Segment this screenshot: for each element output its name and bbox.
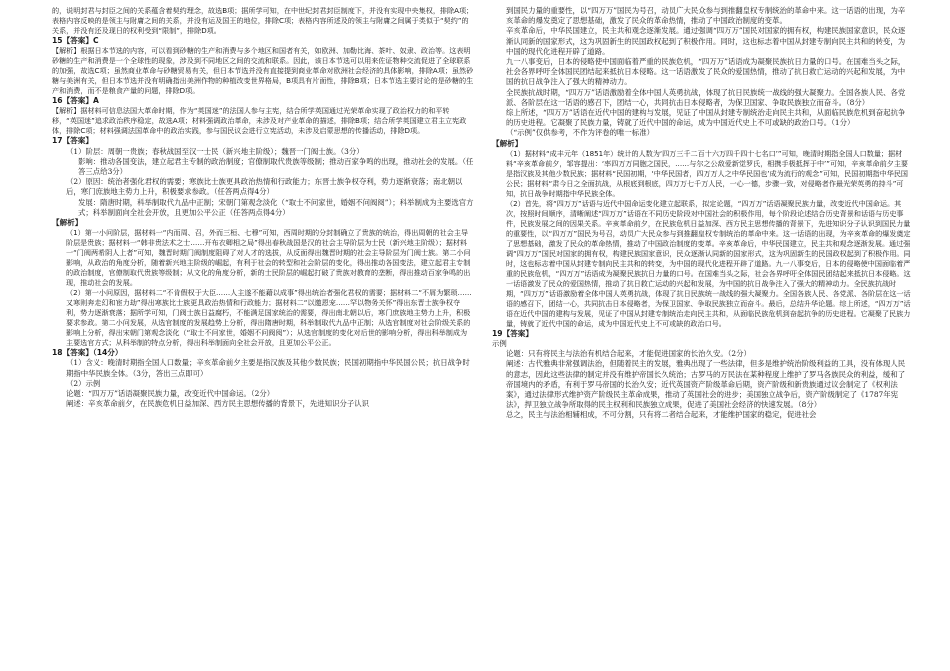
q17-part1-impact: 影响：推动各国变法，建立起君主专制的政治制度；官僚制取代贵族等级制；推动百家争鸣的出现，推动社会的发展。（任答三点给3分） — [78, 156, 474, 177]
q18-answer-heading: 18【答案】（14分） — [52, 348, 123, 358]
q18-paragraph-1: 到国民力量的重要性，以“四万万”国民为号召，动员广大民众参与到推翻皇权专制统治的革命中来。这一话语的出现，为辛亥革命的爆发奠定了思想基础，激发了民众的革命热情，推动了中国政治制度的变革。 — [506, 6, 906, 26]
q18-thesis: 论题：“四万万”话语凝聚民族力量，改变近代中国命运。（2分） — [66, 389, 275, 399]
left-column — [52, 6, 474, 409]
q18-paragraph-5: 综上所述，“四万万”话语在近代中国的建构与发展，见证了中国从封建专制统治走向民主共和，从面临民族危机到奋起抗争的历史进程。它凝聚了民族力量，铸就了近代中国的命运，成为中国近代史上不可或缺的政治口号。（1分） — [506, 108, 906, 128]
q18-part1-meaning: （1）含义：晚清时期指全国人口数量；辛亥革命前夕主要是指汉族及其他少数民族；民国初期指中华民国公民；抗日战争时期指中华民族全体。（3分，答出三点即可） — [66, 358, 470, 378]
q19-paragraph-2: 总之，民主与法治相辅相成，不可分割，只有将二者结合起来，才能维护国家的稳定，促进社会 — [506, 410, 817, 420]
q17-analysis-part2: （2）第一小问原因，据材料二“不肯假权于大臣……人主遂不能藉以成事”得出统治者强化君权的需要；据材料二“不屑为繁琐……又寒则奔走幻和宦力劫”得出寒族比士族更具政治热情和行政能力；据材料二“以邀恩宠……罕以物务关怀”得出东晋士族争权夺利，势力逐渐衰落；据所学可知，门阀士族日益腐朽，不能满足国家统治的需要，得出南北朝以后，寒门庶族地主势力上升，积极要求参政。第二小问发展，从选官制度的发展趋势上分析，得出隋唐时期，科举制取代九品中正制；从选官制度对社会阶级关系的影响上分析，得出宋朝门第观念淡化（“取士不问家世，婚姻不问阀阅”）；从选官制度的变化对后世的影响分析，得出科举制成为主要选官方式；从科举制的特点分析，得出科举制面向全社会开放，且更加公平公正。 — [66, 288, 472, 348]
q18-paragraph-4: 全民族抗战时期，“四万万”话语激励着全体中国人英勇抗战，体现了抗日民族统一战线的强大凝聚力。全国各族人民、各党派、各阶层在这一话语的感召下，团结一心，共同抗击日本侵略者，为保卫国家、争取民族独立而奋斗。（8分） — [506, 87, 906, 107]
q17-answer-heading: 17【答案】 — [52, 136, 93, 146]
q17-analysis-heading: 【解析】 — [52, 218, 83, 228]
q17-part2-reason: （2）原因：统治者强化君权的需要；寒族比士族更具政治热情和行政能力；东晋士族争权夺利，势力逐渐衰落；南北朝以后，寒门庶族地主势力上升，积极要求参政。（任答两点得4分） — [66, 177, 463, 197]
q14-analysis-tail: 的，说明封君与封臣之间的关系蕴含着契约理念，故选B项；据所学可知，在中世纪封君封臣制度下，并没有实现中央集权，排除A项；表格内容反映的是领主与附庸之间的关系，并没有运及国王的地位，排除C项；表格内容所述及的领主与附庸之间属于类似于“契约”的关系，并没有还及现日的权利受到“限制”，排除D项。 — [52, 6, 474, 35]
q18-analysis-heading: 【解析】 — [492, 138, 523, 148]
q15-answer-heading: 15【答案】C — [52, 36, 99, 45]
q18-part2-example: （2）示例 — [66, 378, 101, 388]
q17-part1-stratum: （1）阶层：周朝一贵族；春秋战国至汉一士民（新兴地主阶级）；魏晋一门阀士族。（3分） — [66, 146, 364, 156]
q18-elaboration-start: 阐述：辛亥革命前夕，在民族危机日益加深、西方民主思想传播的背景下，先进知识分子认识 — [66, 399, 370, 409]
q19-answer-heading: 19【答案】 — [492, 328, 533, 338]
q18-paragraph-3: 九一八事变后，日本的侵略使中国面临着严重的民族危机，“四万万”话语成为凝聚民族抗日力量的口号。在国难当头之际，社会各界呼吁全体国民团结起来抵抗日本侵略。这一话语激发了民众的爱国热情，推动了抗日救亡运动的兴起和发展，为中国的抗日战争注入了强大的精神动力。 — [506, 57, 906, 87]
q18-analysis-part1: （1）据材料“成丰元年（1851年）统计的人数为‘四万三千二百十六万四千四十七名口’”可知，晚清时期指全国人口数量；据材料“辛亥革命前夕，邹容提出：‘率四万万同胞之国民，……与尔之公敌爱新觉罗氏，相携手极抵挥于中’”可知，辛亥革命前夕主要是指汉族及其他少数民族；据材料“民国初期，‘中华民国者，四万万人之中华民国也’成为流行的观念”可知，民国初期指中华民国公民；据材料“肃今日之全面抗战，从根底到根底，四万万七千万人民，一心一德，步骤一致，对侵略者作最光荣英勇的持斗”可知，抗日战争时期指中华民族全体。 — [506, 148, 909, 198]
q16-answer-heading: 16【答案】A — [52, 96, 99, 106]
q17-part2-development: 发展：隋唐时期，科举制取代九品中正制；宋朝门第观念淡化（“取士不问家世，婚姻不问阀阅”）；科举制成为主要选官方式；科举制面向全社会开放，且更加公平公正（任答两点得4分） — [78, 197, 474, 217]
q18-analysis-part2: （2）首先，将“四万万”话语与近代中国命运变化建立起联系，拟定论题，“四万万”话语凝聚民族力量，改变近代中国命运。其次，按照时间顺序，清晰阐述“四万万”话语在不同历史阶段对中国社会的积极作用，每个阶段论述结合历史背景和话语与历史事件，民族发展之间的因果关系。辛亥革命前夕，在民族危机日益加深、西方民主思想传播的背景下，先进知识分子认识到国民力量的重要性，以“四万万”国民为号召，动员广大民众参与到推翻皇权专制统治的革命中来。这一话语的出现，为辛亥革命的爆发奠定了思想基础，激发了民众的革命热情，推动了中国政治制度的变革。辛亥革命后，中华民国建立，民主共和观念逐渐发展。通过强调“四万万”国民对国家的拥有权，构建民族国家意识，民众逐渐认同新的国家形式，这为巩固新生的民国政权起到了积极作用。同时，这也标志着中国从封建专制向民主共和的转变，为中国的现代化进程开辟了道路。九一八事变后，日本的侵略使中国面临着严重的民族危机，“四万万”话语成为凝聚民族抗日力量的口号。在国难当头之际，社会各界呼吁全体国民团结起来抵抗日本侵略。这一话语激发了民众的爱国热情，推动了抗日救亡运动的兴起和发展，为中国的抗日战争注入了强大的精神动力。全民族抗战时期，“四万万”话语激励着全体中国人英勇抗战，体现了抗日民族统一战线的强大凝聚力。全国各族人民、各党派、各阶层在这一话语的感召下，团结一心，共同抗击日本侵略者，为保卫国家、争取民族独立而奋斗。最后，总结升华论题。综上所述，“四万万”话语在近代中国的建构与发展，见证了中国从封建专制统治走向民主共和，从面临民族危机到奋起抗争的历史进程。它凝聚了民族力量，铸就了近代中国的命运，成为中国近代史上不可或缺的政治口号。 — [506, 198, 911, 328]
q18-note: （“示例”仅供参考，不作为评卷的唯一标准） — [506, 128, 654, 138]
q17-analysis-part1: （1）第一小问阶层，据材料一“内而周、召，外而三桓、七穆”可知，西周时期的分封制确立了贵族的统治，得出周朝的社会主导阶层是贵族；据材料一“韩非贵法术之士……开布衣卿相之局”得出春秋战国是汉的社会主导阶层为士民（新兴地主阶级）；据材料一“门阀两希阴人上者”可知，魏晋时期门阀制度阻碍了对人才的选拔，从反面得出魏晋时期的社会主导阶层为门阀士族。第二小问影响，从政治的角度分析，随着新兴地主阶级的崛起，有利于社会的转型和社会阶层的变化，得出推动各国变法，建立起君主专制的政治制度，官僚制取代贵族等级制；从文化的角度分析，新的士民阶层的崛起打破了贵族对教育的垄断，得出推动百家争鸣的出现，推动社会的发展。 — [66, 228, 471, 288]
q19-paragraph-1: 阐述：古代雅典非常强调法治，但随着民主的发展，雅典出现了一些法律，但多是维护统治阶级利益的工具，没有体现人民的意志，因此这些法律的制定并没有维护帝国长久统治；古罗马的万民法在某种程度上维护了罗马各族民众的利益，缓和了帝国境内的矛盾，有利于罗马帝国的长治久安；近代英国资产阶级革命后期，资产阶级和新贵族通过议会制定了《权利法案》，通过法律形式维护资产阶级民主革命成果，推动了英国社会的进步；美国独立战争后，资产阶级制定了《1787年宪法》，捍卫独立战争所取得的民主权利和民族独立成果，促进了美国社会经济的快速发展。（8分） — [506, 359, 906, 410]
q16-analysis: 【解析】据材料可信息法国大革命时期，作为“英国迷”的法国人参与主宪，结合所学英国通过光荣革命实现了政治权力的和平转移，“英国迷”追求政治秩序稳定，故选A项；材料强调政治革命，未涉及对产业革命的描述，排除B项；结合所学英国建立君主立宪政体，排除C项；材料强调法国革命中的政治实践，参与国民议会进行立宪活动，未涉及启蒙思想的传播活动，排除D项。 — [52, 106, 467, 136]
right-column — [492, 6, 912, 421]
q19-example-label: 示例 — [492, 339, 507, 349]
q15-analysis: 【解析】根据日本节选的内容，可以看到砂糖的生产和消费与多个地区和国者有关，如欧洲、加勒比海、茶叶、奴隶、政治等。这表明砂糖的生产和消费是一个全球性的现象，涉及到不同地区之间的交流和联系。因此，该日本节选可以用来佐证物种交流促进了全球联系的加强，故选C项；虽然商业革命与砂糖贸易有关，但日本节选并没有直接提到商业革命对欧洲社会经济的具体影响，排除A项；虽然砂糖与美洲有关，但日本节选并没有明确指出美洲作物的种植改变世界格局，B项具有片面性，排除B项；日本节选主要讨论的是砂糖的生产和消费，而不是粮食产量的问题，排除D项。 — [52, 46, 474, 96]
q18-paragraph-2: 辛亥革命后，中华民国建立，民主共和观念逐渐发展。通过强调“四万万”国民对国家的拥有权，构建民族国家意识，民众逐渐认同新的国家形式，这为巩固新生的民国政权起到了积极作用。同时，这也标志着中国从封建专制向民主共和的转变，为中国的现代化进程开辟了道路。 — [506, 26, 906, 56]
q19-thesis: 论题：只有将民主与法治有机结合起来，才能促进国家的长治久安。（2分） — [506, 349, 751, 359]
